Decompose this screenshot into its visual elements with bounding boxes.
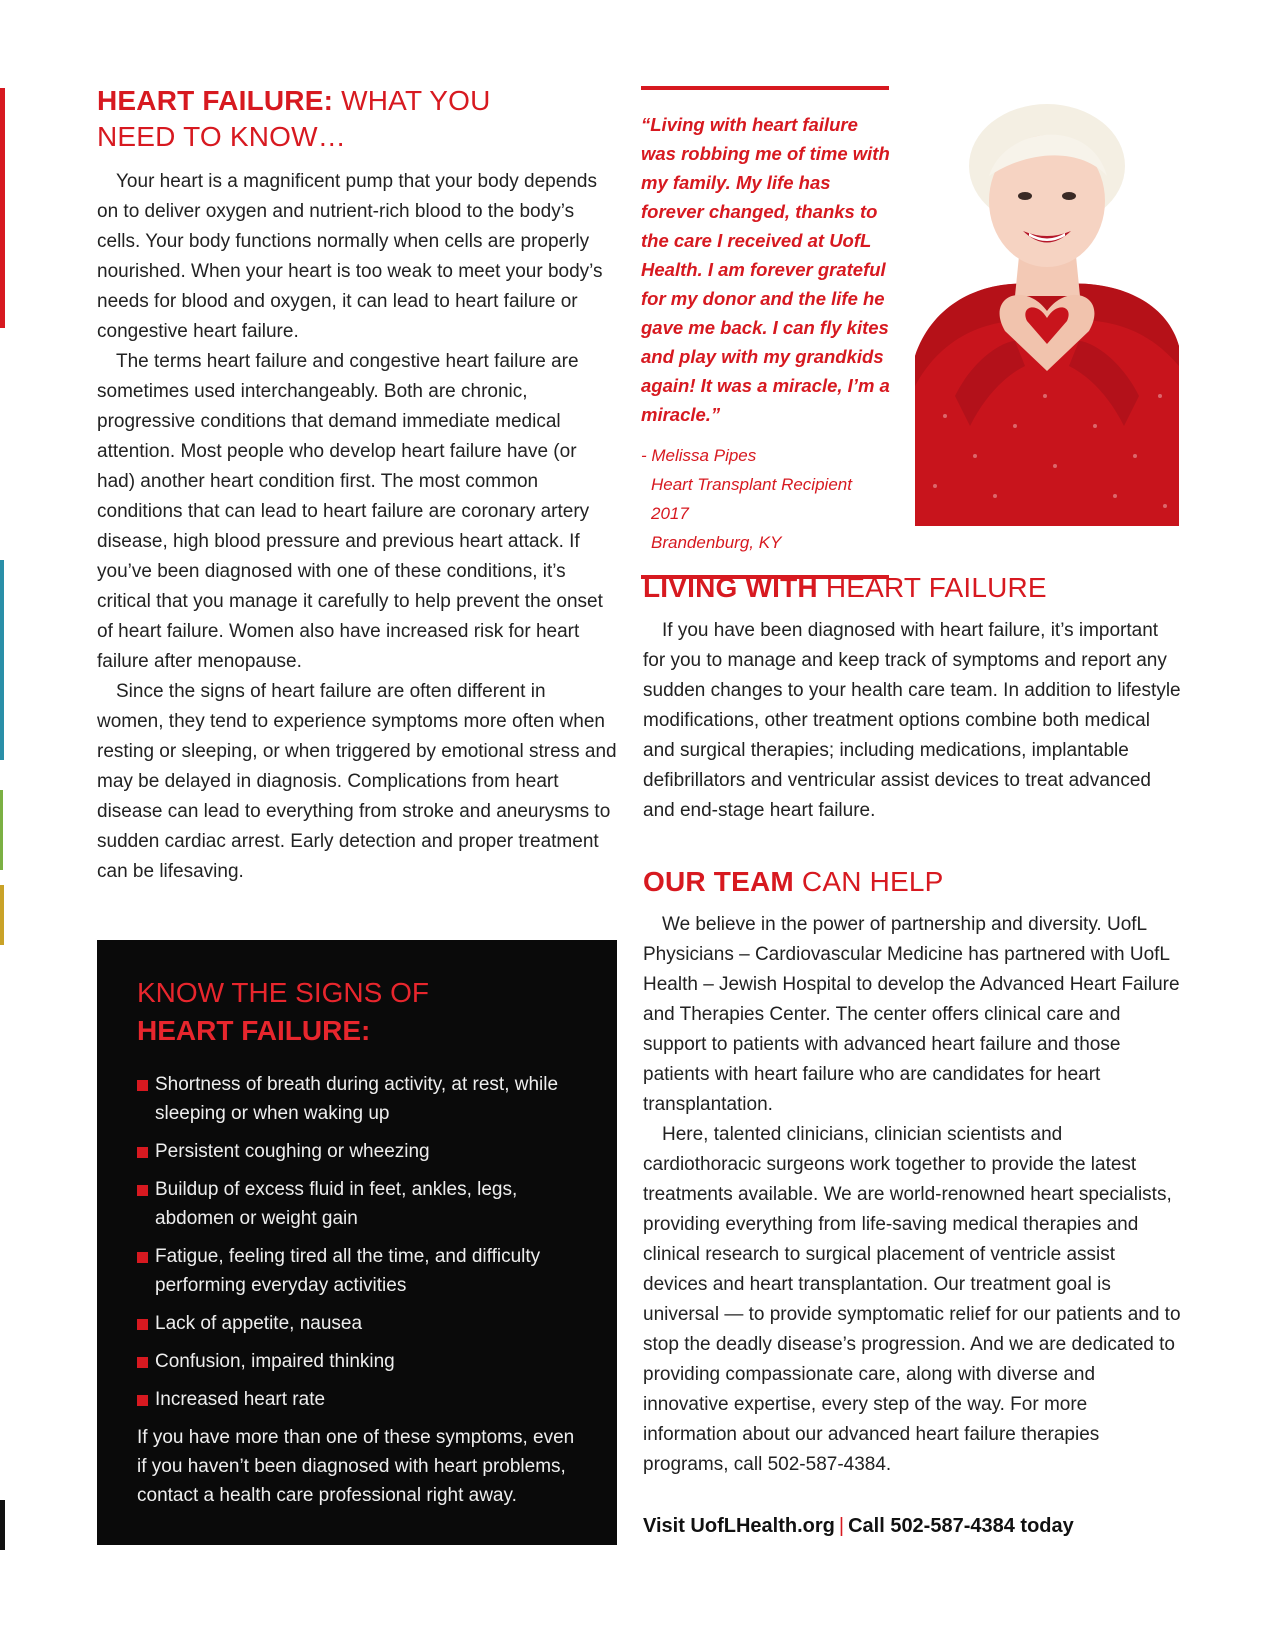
living-heading-bold: LIVING WITH: [643, 572, 818, 603]
team-heading: [643, 864, 1183, 900]
list-item: Fatigue, feeling tired all the time, and difficulty performing everyday activities: [137, 1242, 579, 1300]
team-paragraph-1: We believe in the power of partnership and diversity. UofL Physicians – Cardiovascular Medicine has partnered with UofL Health – Jewish Hospital to develop the Advanced Heart Failure and Therapies Center. The center offers clinical care and support to patients with advanced heart failure and those patients with heart failure who are candidates for heart transplantation.: [643, 914, 1180, 1115]
quote-text: “Living with heart failure was robbing me of time with my family. My life has forever changed, thanks to the care I received at UofL Health. I am forever grateful for my donor and the life he gave me back. I can fly kites and play with my grandkids again! It was a miracle, I’m a miracle.”: [641, 114, 890, 425]
list-item: Buildup of excess fluid in feet, ankles, legs, abdomen or weight gain: [137, 1175, 579, 1233]
intro-heading-rest: WHAT YOU NEED TO KNOW…: [97, 85, 491, 152]
list-item: Persistent coughing or wheezing: [137, 1137, 579, 1166]
intro-section: [97, 83, 617, 887]
square-bullet-icon: [137, 1357, 148, 1368]
intro-paragraph-1: Your heart is a magnificent pump that your body depends on to deliver oxygen and nutrient-rich blood to the body’s cells. Your body functions normally when cells are properly nourished. When your heart is too weak to meet your body’s needs for blood and oxygen, it can lead to heart failure or congestive heart failure.: [97, 171, 603, 342]
signs-heading-light: KNOW THE SIGNS OF: [137, 977, 429, 1008]
patient-photo: [915, 96, 1179, 526]
square-bullet-icon: [137, 1080, 148, 1091]
square-bullet-icon: [137, 1395, 148, 1406]
intro-paragraph-2: The terms heart failure and congestive heart failure are sometimes used interchangeably. Both are chronic, progressive conditions that demand immediate medical attention. Most people who develop heart failure have (or had) another heart condition first. The most common conditions that can lead to heart failure are coronary artery disease, high blood pressure and previous heart attack. If you’ve been diagnosed with one of these conditions, it’s critical that you manage it carefully to help prevent the onset of heart failure. Women also have increased risk for heart failure after menopause.: [97, 351, 603, 672]
edge-mark-teal: [0, 560, 4, 760]
team-heading-rest: CAN HELP: [793, 866, 944, 897]
intro-heading-bold: HEART FAILURE:: [97, 85, 334, 116]
quote-top-rule: [641, 86, 889, 90]
visit-website-link[interactable]: Visit UofLHealth.org: [643, 1515, 835, 1537]
patient-photo-illustration: [915, 96, 1179, 526]
list-item: Confusion, impaired thinking: [137, 1347, 579, 1376]
team-paragraph-2: Here, talented clinicians, clinician scientists and cardiothoracic surgeons work together to provide the latest treatments available. We are world-renowned heart specialists, providing everything from life-saving medical therapies and clinical research to surgical placement of ventricle assist devices and heart transplantation. Our treatment goal is universal — to provide symptomatic relief for our patients and to stop the deadly disease’s progression. And we are dedicated to providing compassionate care, along with diverse and innovative expertise, every step of the way. For more information about our advanced heart failure therapies programs, call 502-587-4384.: [643, 1124, 1181, 1475]
living-heading-rest: HEART FAILURE: [817, 572, 1047, 603]
living-paragraph: If you have been diagnosed with heart failure, it’s important for you to manage and keep track of symptoms and report any sudden changes to your health care team. In addition to lifestyle modifications, other treatment options combine both medical and surgical therapies; including medications, implantable defibrillators and ventricular assist devices to treat advanced and end-stage heart failure.: [643, 620, 1181, 821]
cta-separator: |: [838, 1515, 845, 1537]
intro-heading: [97, 83, 567, 155]
signs-heading-bold: HEART FAILURE:: [137, 1015, 371, 1046]
list-item: Shortness of breath during activity, at rest, while sleeping or when waking up: [137, 1070, 579, 1128]
signs-box: [97, 940, 617, 1545]
patient-quote: [641, 86, 891, 579]
square-bullet-icon: [137, 1319, 148, 1330]
signs-heading: [137, 974, 579, 1050]
square-bullet-icon: [137, 1185, 148, 1196]
call-to-action: [643, 1515, 1074, 1538]
quote-attribution: [641, 441, 891, 557]
square-bullet-icon: [137, 1252, 148, 1263]
living-section: [643, 570, 1183, 826]
quote-role: Heart Transplant Recipient 2017: [651, 475, 852, 523]
intro-paragraph-3: Since the signs of heart failure are often different in women, they tend to experience symptoms more often when resting or sleeping, or when triggered by emotional stress and may be delayed in diagnosis. Complications from heart disease can lead to everything from stroke and aneurysms to sudden cardiac arrest. Early detection and proper treatment can be lifesaving.: [97, 681, 617, 882]
edge-mark-black: [0, 1500, 5, 1550]
quote-location: Brandenburg, KY: [651, 533, 782, 552]
list-item: Lack of appetite, nausea: [137, 1309, 579, 1338]
team-heading-bold: OUR TEAM: [643, 866, 794, 897]
edge-mark-red: [0, 88, 5, 328]
team-section: [643, 864, 1183, 1480]
signs-list: [137, 1070, 579, 1414]
quote-name: - Melissa Pipes: [641, 446, 757, 465]
signs-note: If you have more than one of these symptoms, even if you haven’t been diagnosed with heart problems, contact a health care professional right away.: [137, 1427, 575, 1506]
square-bullet-icon: [137, 1147, 148, 1158]
list-item: Increased heart rate: [137, 1385, 579, 1414]
edge-mark-green: [0, 790, 3, 870]
living-heading: [643, 570, 1183, 606]
call-phone-link[interactable]: Call 502-587-4384 today: [848, 1515, 1074, 1537]
edge-mark-gold: [0, 885, 4, 945]
